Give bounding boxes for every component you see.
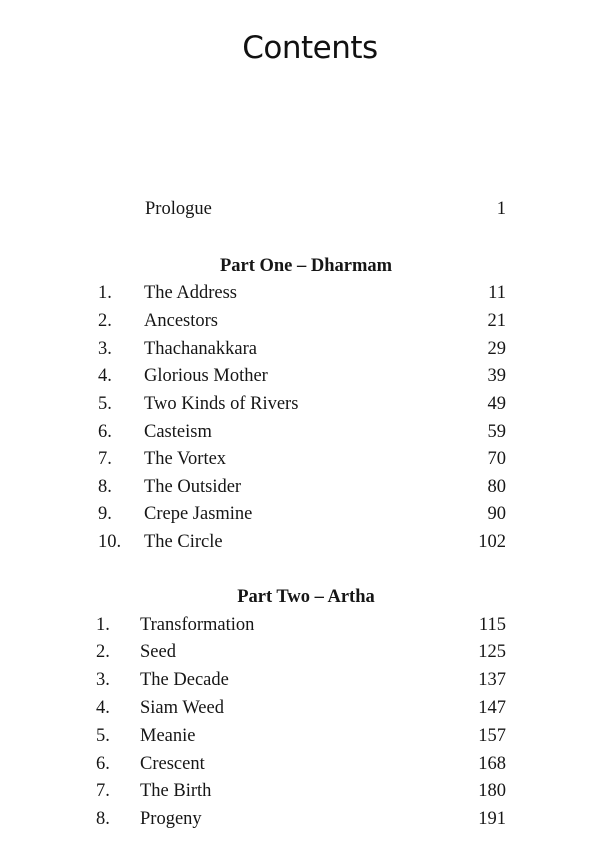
toc-entry-number: 5. [96, 726, 110, 746]
toc-entry-page: 11 [488, 283, 506, 303]
toc-entry-title: Transformation [140, 615, 255, 635]
toc-entry-number: 1. [98, 283, 112, 303]
toc-entry-number: 10. [98, 532, 122, 552]
toc-entry[interactable] [0, 391, 600, 417]
toc-entry-number: 2. [96, 642, 110, 662]
toc-entry-title: The Address [144, 283, 237, 303]
toc-entry-number: 5. [98, 394, 112, 414]
toc-entry-title: Thachanakkara [144, 339, 257, 359]
toc-entry-page: 137 [478, 670, 506, 690]
toc-entry-page: 70 [487, 449, 506, 469]
toc-entry-page: 80 [487, 477, 506, 497]
toc-entry[interactable] [0, 446, 600, 472]
toc-entry-number: 9. [98, 504, 112, 524]
toc-entry[interactable] [0, 639, 600, 665]
toc-entry-title: Siam Weed [140, 698, 224, 718]
toc-entry-number: 3. [98, 339, 112, 359]
toc-entry-page: 102 [478, 532, 506, 552]
toc-entry[interactable] [0, 419, 600, 445]
toc-entry-title: Prologue [145, 199, 212, 219]
toc-entry-number: 7. [96, 781, 110, 801]
toc-entry-page: 168 [478, 754, 506, 774]
toc-entry-title: Glorious Mother [144, 366, 268, 386]
toc-entry-number: 8. [98, 477, 112, 497]
toc-entry-page: 29 [487, 339, 506, 359]
toc-entry[interactable] [0, 501, 600, 527]
toc-entry-number: 3. [96, 670, 110, 690]
toc-entry-title: Two Kinds of Rivers [144, 394, 299, 414]
toc-entry[interactable] [0, 308, 600, 334]
toc-entry-title: Crepe Jasmine [144, 504, 253, 524]
toc-entry-page: 115 [478, 615, 506, 635]
toc-entry[interactable] [0, 778, 600, 804]
toc-entry[interactable] [0, 336, 600, 362]
toc-entry-title: The Circle [144, 532, 223, 552]
toc-entry-page: 125 [478, 642, 506, 662]
toc-entry[interactable] [0, 751, 600, 777]
toc-entry-title: The Vortex [144, 449, 227, 469]
toc-entry[interactable] [0, 612, 600, 638]
toc-entry-prologue[interactable] [0, 196, 600, 222]
toc-entry-title: Casteism [144, 422, 212, 442]
toc-entry[interactable] [0, 363, 600, 389]
toc-entry-title: Progeny [140, 809, 202, 829]
toc-entry-title: Ancestors [144, 311, 218, 331]
toc-entry-number: 6. [96, 754, 110, 774]
toc-entry[interactable] [0, 474, 600, 500]
toc-entry-page: 39 [487, 366, 506, 386]
toc-entry-title: The Decade [140, 670, 229, 690]
toc-entry[interactable] [0, 667, 600, 693]
toc-entry-number: 8. [96, 809, 110, 829]
toc-entry-page: 59 [487, 422, 506, 442]
toc-entry[interactable] [0, 723, 600, 749]
page-title: Contents [242, 30, 378, 66]
toc-entry-title: Meanie [140, 726, 196, 746]
toc-entry[interactable] [0, 280, 600, 306]
toc-entry-number: 2. [98, 311, 112, 331]
toc-entry-title: Seed [140, 642, 176, 662]
toc-entry-page: 157 [478, 726, 506, 746]
part-heading: Part Two – Artha [237, 587, 375, 607]
toc-entry-number: 4. [96, 698, 110, 718]
toc-entry-number: 7. [98, 449, 112, 469]
toc-entry-page: 21 [487, 311, 506, 331]
toc-entry-page: 180 [478, 781, 506, 801]
part-heading: Part One – Dharmam [219, 256, 393, 276]
toc-entry-number: 4. [98, 366, 112, 386]
toc-entry-page: 90 [487, 504, 506, 524]
toc-entry[interactable] [0, 806, 600, 832]
toc-entry-number: 6. [98, 422, 112, 442]
toc-entry-page: 191 [478, 809, 506, 829]
toc-entry-title: The Birth [140, 781, 212, 801]
toc-entry-page: 1 [496, 199, 506, 219]
toc-entry-page: 147 [478, 698, 506, 718]
toc-entry[interactable] [0, 695, 600, 721]
toc-entry-page: 49 [487, 394, 506, 414]
toc-entry-number: 1. [96, 615, 110, 635]
toc-entry-title: The Outsider [144, 477, 242, 497]
toc-entry-title: Crescent [140, 754, 205, 774]
toc-entry[interactable] [0, 529, 600, 555]
